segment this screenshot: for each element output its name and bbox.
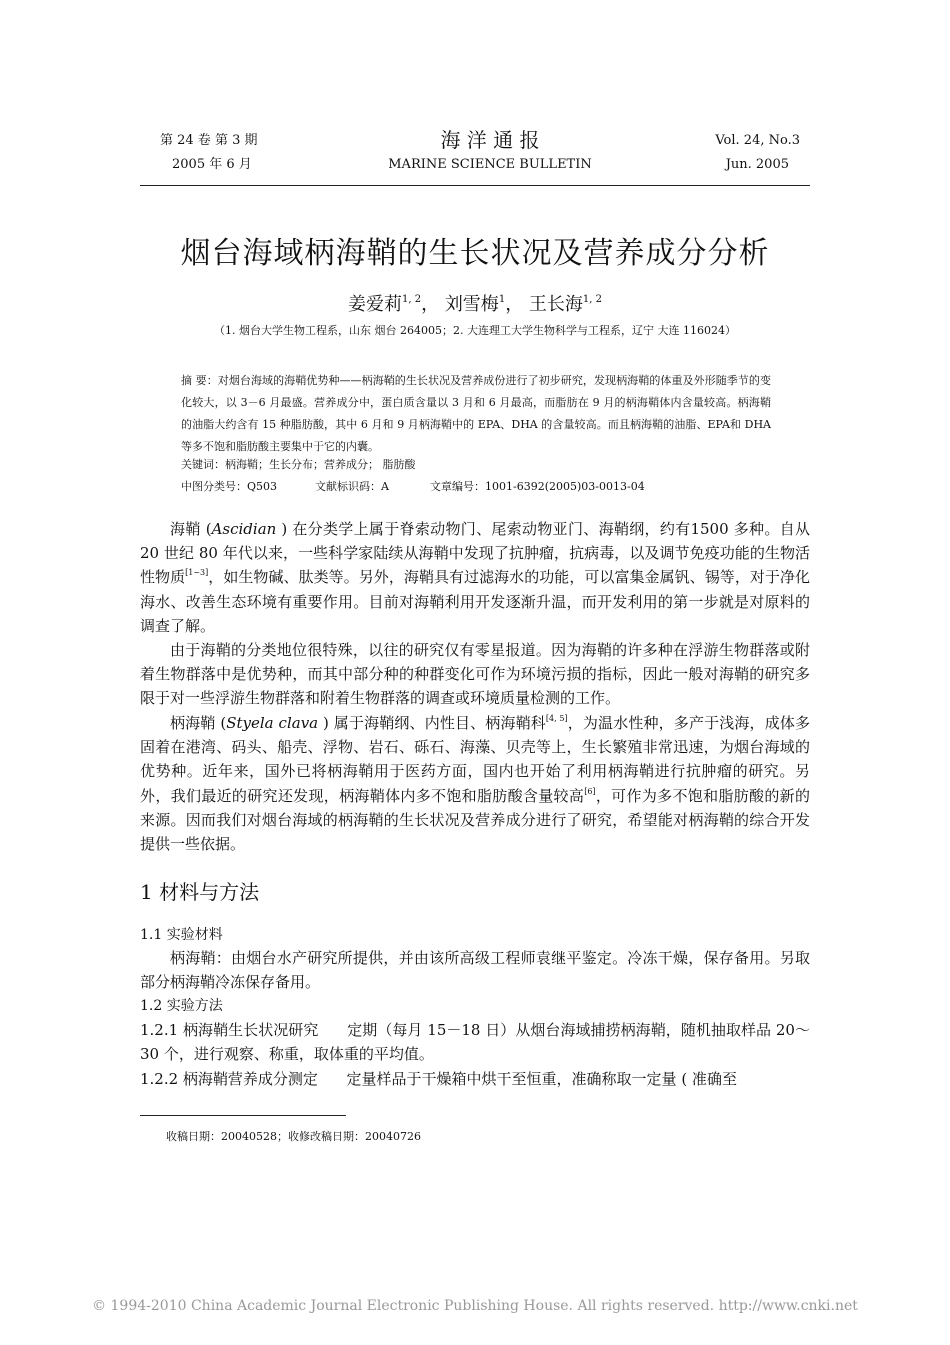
taxon-italic: Styela clava [226, 714, 319, 732]
subsection-heading: 1.2 实验方法 [140, 998, 223, 1014]
text-run: ，如生物碱、肽类等。另外，海鞘具有过滤海水的功能，可以富集金属钒、锡等，对于净化海水、改善生态环境有重要作用。目前对海鞘利用开发逐渐升温，而开发利用的第一步就是对原料的调查了解。 [140, 568, 810, 635]
text-run: 柄海鞘 ( [170, 714, 227, 732]
text-run: 定期（每月 15－18 日）从烟台海域捕捞柄海鞘，随机抽取样品 20～30 个，进行观察、称重，取体重的平均值。 [140, 1021, 811, 1064]
text-run: 定量样品于干燥箱中烘干至恒重，准确称取一定量 ( 准确至 [346, 1070, 737, 1088]
received-date-footnote: 收稿日期：20040528；收修改稿日期：20040726 [166, 1130, 421, 1143]
paragraph [140, 711, 810, 856]
abstract-label: 摘 要： [181, 374, 218, 387]
author-separator: ， [505, 294, 524, 315]
article-title: 烟台海域柄海鞘的生长状况及营养成分分析 [180, 236, 770, 271]
journal-name-cn: 海 洋 通 报 [440, 128, 540, 152]
author-name: 刘雪梅 [444, 294, 499, 315]
abstract [181, 370, 771, 458]
article-number: 文章编号：1001-6392(2005)03-0013-04 [430, 480, 645, 493]
date-en: Jun. 2005 [725, 157, 789, 172]
text-run: ) 在分类学上属于脊索动物门、尾索动物亚门、海鞘纲，约有1500 多种。自从 20 世纪 80 年代以来，一些科学家陆续从海鞘中发现了抗肿瘤，抗病毒，以及调节免疫功能的生物活性物质 [140, 520, 810, 587]
copyright-notice: © 1994-2010 China Academic Journal Electronic Publishing House. All rights reserved. http://www.cnki.net [92, 1298, 858, 1314]
footnote-rule [140, 1115, 346, 1116]
author-affiliation-mark: 1 [498, 294, 506, 305]
section-heading: 1 材料与方法 [140, 880, 260, 904]
paragraph [140, 1018, 810, 1066]
author-name: 王长海 [528, 294, 583, 315]
subsection-heading: 1.1 实验材料 [140, 927, 223, 943]
citation-ref: [4, 5] [545, 714, 568, 723]
text-run: ，可作为多不饱和脂肪酸的新的来源。因而我们对烟台海域的柄海鞘的生长状况及营养成分进行了研究，希望能对柄海鞘的综合开发提供一些依据。 [140, 786, 810, 854]
paragraph: 柄海鞘：由烟台水产研究所提供，并由该所高级工程师袁继平鉴定。冷冻干燥，保存备用。另取部分柄海鞘冷冻保存备用。 [140, 949, 810, 992]
citation-ref: [1~3] [185, 568, 209, 578]
author-separator: ， [421, 294, 440, 315]
author-affiliation-mark: 1, 2 [582, 294, 603, 305]
journal-name-en: MARINE SCIENCE BULLETIN [388, 157, 592, 172]
volume-issue: 第 24 卷 第 3 期 [160, 133, 258, 148]
author-list [0, 290, 950, 316]
text-run: 海鞘 ( [170, 520, 212, 538]
paragraph [140, 1067, 810, 1091]
affiliations: （1. 烟台大学生物工程系，山东 烟台 264005；2. 大连理工大学生物科学与工程系，辽宁 大连 116024） [214, 324, 736, 337]
author-name: 姜爱莉 [347, 294, 402, 315]
subsubsection-label: 1.2.2 柄海鞘营养成分测定 [140, 1070, 318, 1088]
keywords: 关键词：柄海鞘；生长分布；营养成分； 脂肪酸 [181, 458, 416, 471]
author-affiliation-mark: 1, 2 [401, 294, 422, 305]
text-run: ，为温水性种，多产于浅海，成体多固着在港湾、码头、船壳、浮物、岩石、砾石、海藻、贝壳等上，生长繁殖非常迅速，为烟台海域的优势种。近年来，国外已将柄海鞘用于医药方面，国内也开始了利用柄海鞘进行抗肿瘤的研究。另外，我们最近的研究还发现，柄海鞘体内多不饱和脂肪酸含量较高 [140, 714, 811, 805]
abstract-text: 对烟台海域的海鞘优势种——柄海鞘的生长状况及营养成份进行了初步研究，发现柄海鞘的体重及外形随季节的变化较大，以 3－6 月最盛。营养成分中，蛋白质含量以 3 月和 6 月最高，而脂肪在 9 月的柄海鞘体内含量较高。柄海鞘的油脂大约含有 15 种脂肪酸，其中 6 月和 9 月柄海鞘中的 EPA、DHA 的含量较高。而且柄海鞘的油脂、EPA和 DHA等多不饱和脂肪酸主要集中于它的内囊。 [181, 374, 771, 453]
taxon-italic: Ascidian [211, 520, 277, 538]
document-code: 文献标识码：A [315, 480, 389, 493]
volume-number-en: Vol. 24, No.3 [715, 133, 800, 148]
paragraph: 由于海鞘的分类地位很特殊，以往的研究仅有零星报道。因为海鞘的许多种在浮游生物群落或附着生物群落中是优势种，而其中部分种的种群变化可作为环境污损的指标，因此一般对海鞘的研究多限于对一些浮游生物群落和附着生物群落的调查或环境质量检测的工作。 [140, 641, 810, 708]
citation-ref: [6] [584, 786, 596, 796]
paragraph [140, 517, 810, 638]
clc-number: 中图分类号：Q503 [181, 480, 278, 493]
subsubsection-label: 1.2.1 柄海鞘生长状况研究 [140, 1021, 319, 1039]
text-run: ) 属于海鞘纲、内性目、柄海鞘科 [318, 714, 546, 732]
publication-date: 2005 年 6 月 [172, 157, 252, 172]
header-rule [140, 185, 810, 186]
